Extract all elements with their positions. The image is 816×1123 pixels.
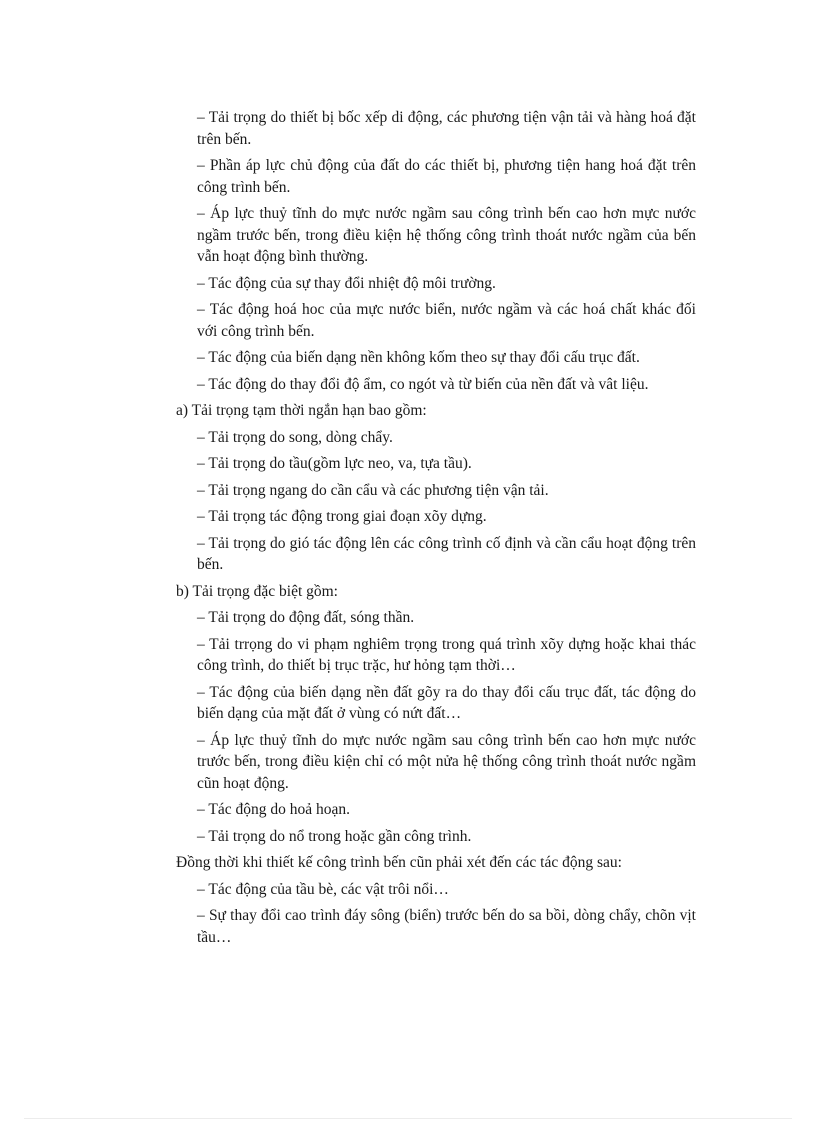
bullet-paragraph: – Tác động hoá hoc của mực nước biển, nước ngầm và các hoá chất khác đối với công trình bến. bbox=[197, 301, 696, 340]
bullet-paragraph: – Tác động do hoả hoạn. bbox=[197, 801, 350, 818]
bullet-paragraph: – Tác động của sự thay đổi nhiệt độ môi trường. bbox=[197, 274, 496, 292]
bullet-paragraph: – Tải trọng ngang do cần cẩu và các phương tiện vận tải. bbox=[197, 481, 549, 499]
bullet-paragraph: – Phần áp lực chủ động của đất do các thiết bị, phương tiện hang hoá đặt trên công trình bến. bbox=[197, 157, 696, 196]
bullet-paragraph: – Tải trọng do nổ trong hoặc gần công trình. bbox=[197, 827, 472, 845]
section-heading: Đồng thời khi thiết kế công trình bến cũn phải xét đến các tác động sau: bbox=[176, 854, 622, 871]
bullet-paragraph: – Tải trọng do tầu(gồm lực neo, va, tựa tầu). bbox=[197, 455, 472, 472]
bullet-paragraph: – Tải trọng do thiết bị bốc xếp di động, các phương tiện vận tải và hàng hoá đặt trên bến. bbox=[197, 109, 696, 148]
bullet-paragraph: – Tải trọng do song, dòng chẩy. bbox=[197, 428, 393, 446]
bullet-paragraph: – Tải trrọng do vi phạm nghiêm trọng trong quá trình xõy dựng hoặc khai thác công trình, do thiết bị trục trặc, hư hỏng tạm thời… bbox=[197, 635, 696, 674]
page-bottom-divider bbox=[24, 1118, 792, 1119]
bullet-paragraph: – Tác động của biến dạng nền không kốm theo sự thay đổi cấu trục đất. bbox=[197, 349, 640, 366]
bullet-paragraph: – Áp lực thuỷ tĩnh do mực nước ngầm sau công trình bến cao hơn mực nước ngầm trước bến, trong điều kiện hệ thống công trình thoát nước ngầm của bến vẫn hoạt động bình thường. bbox=[197, 205, 696, 265]
bullet-paragraph: – Tác động của tầu bè, các vật trôi nổi… bbox=[197, 880, 449, 898]
bullet-paragraph: – Tác động do thay đổi độ ẩm, co ngót và từ biến của nền đất và vât liệu. bbox=[197, 375, 649, 393]
bullet-paragraph: – Tác động của biến dạng nền đất gõy ra do thay đổi cấu trục đất, tác động do biến dạng của mặt đất ở vùng có nứt đất… bbox=[197, 683, 696, 722]
bullet-paragraph: – Áp lực thuỷ tĩnh do mực nước ngầm sau công trình bến cao hơn mực nước trước bến, trong điều kiện chỉ có một nửa hệ thống công trình thoát nước ngầm cũn hoạt động. bbox=[197, 731, 696, 792]
document-body bbox=[176, 107, 696, 953]
bullet-paragraph: – Tải trọng tác động trong giai đoạn xõy dựng. bbox=[197, 508, 487, 525]
bullet-paragraph: – Sự thay đổi cao trình đáy sông (biển) trước bến do sa bồi, dòng chẩy, chõn vịt tầu… bbox=[197, 907, 696, 946]
section-heading: a) Tải trọng tạm thời ngắn hạn bao gồm: bbox=[176, 402, 427, 419]
section-heading: b) Tải trọng đặc biệt gồm: bbox=[176, 582, 338, 600]
bullet-paragraph: – Tải trọng do gió tác động lên các công trình cố định và cần cẩu hoạt động trên bến. bbox=[197, 534, 696, 573]
bullet-paragraph: – Tải trọng do động đất, sóng thần. bbox=[197, 609, 415, 626]
